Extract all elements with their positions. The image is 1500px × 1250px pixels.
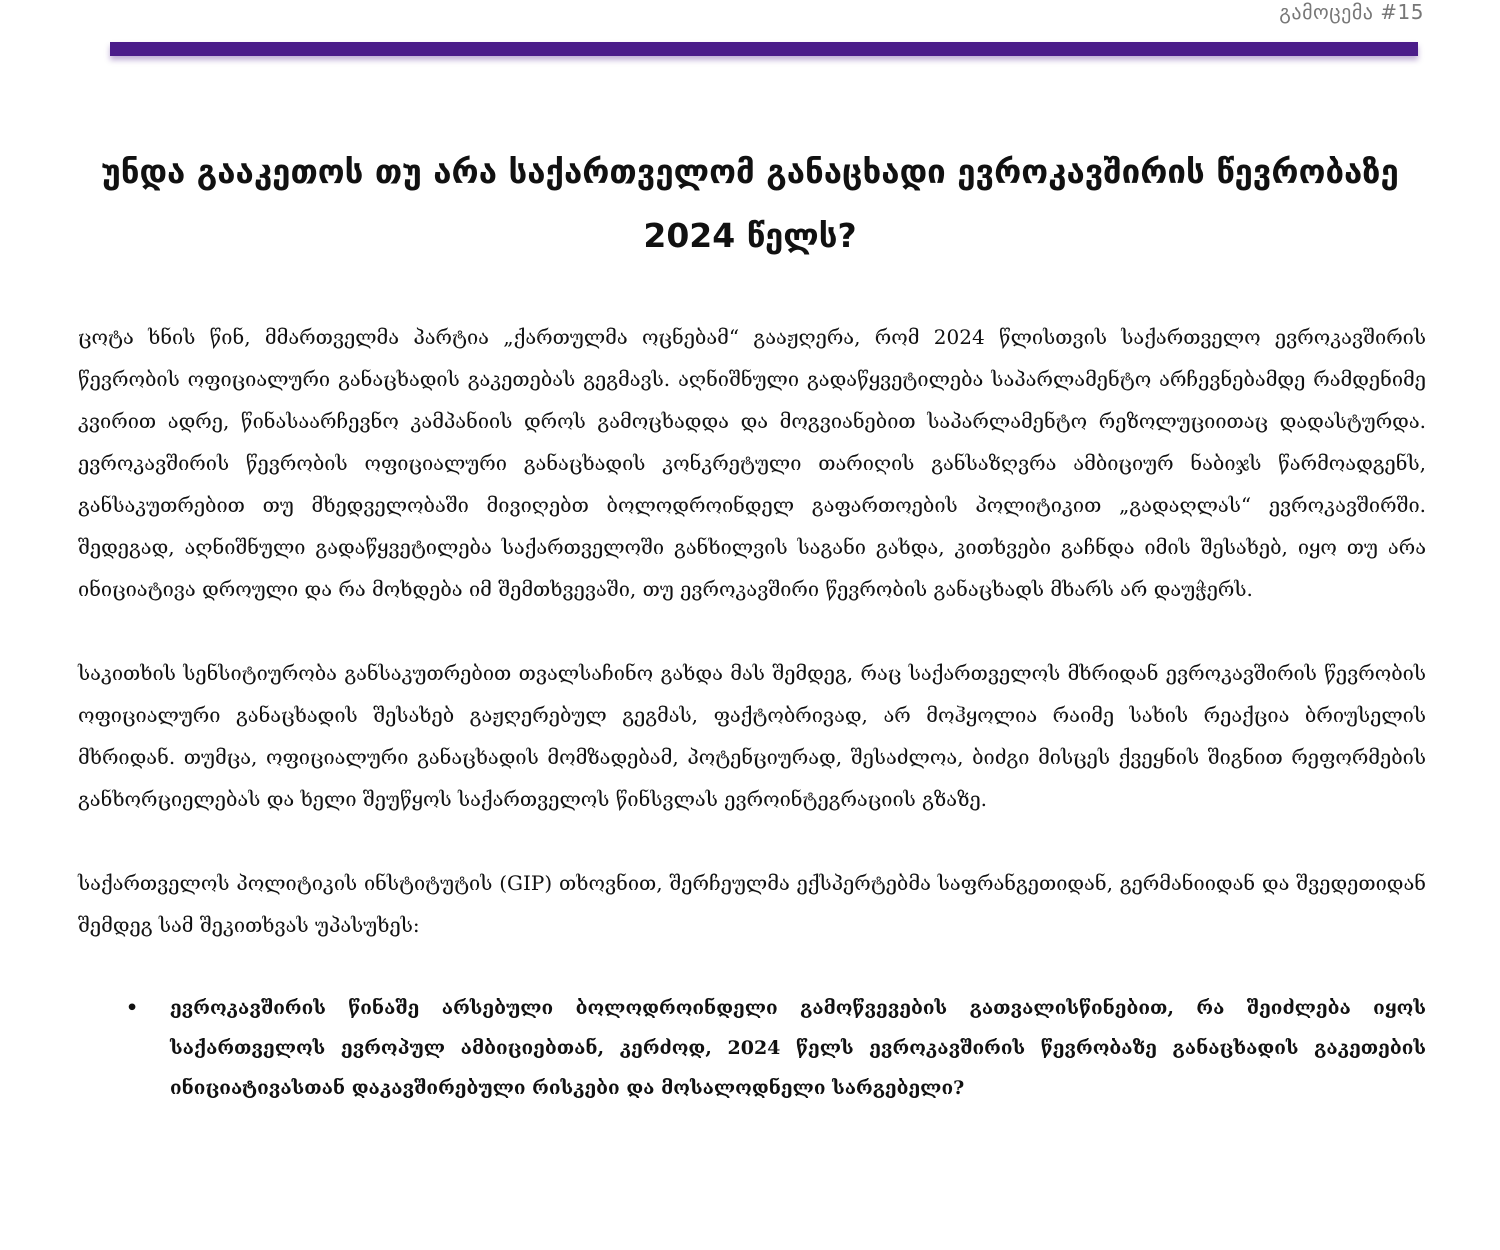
document-body (78, 316, 1426, 1108)
paragraph-sensitivity: საკითხის სენსიტიურობა განსაკუთრებით თვალსაჩინო გახდა მას შემდეგ, რაც საქართველოს მხრიდან ევროკავშირის წევრობის ოფიციალური განაცხადის შესახებ გაჟღერებულ გეგმას, ფაქტობრივად, არ მოჰყოლია რაიმე სახის რეაქცია ბრიუსელის მხრიდან. თუმცა, ოფიციალური განაცხადის მომზადებამ, პოტენციურად, შესაძლოა, ბიძგი მისცეს ქვეყნის შიგნით რეფორმების განხორციელებას და ხელი შეუწყოს საქართველოს წინსვლას ევროინტეგრაციის გზაზე. (78, 661, 1426, 811)
document-title: უნდა გააკეთოს თუ არა საქართველომ განაცხადი ევროკავშირის წევრობაზე 2024 წელს? (101, 152, 1399, 255)
header-divider (110, 42, 1418, 56)
question-item (126, 988, 1426, 1108)
bullet-icon: • (126, 997, 139, 1019)
issue-number: გამოცემა #15 (1279, 0, 1424, 24)
paragraph-experts: საქართველოს პოლიტიკის ინსტიტუტის (GIP) თხოვნით, შერჩეულმა ექსპერტებმა საფრანგეთიდან, გერმანიიდან და შვედეთიდან შემდეგ სამ შეკითხვას უპასუხეს: (78, 871, 1426, 937)
questions-list (78, 988, 1426, 1108)
paragraph-intro: ცოტა ხნის წინ, მმართველმა პარტია „ქართულმა ოცნებამ“ გააჟღერა, რომ 2024 წლისთვის საქართველო ევროკავშირის წევრობის ოფიციალური განაცხადის გაკეთებას გეგმავს. აღნიშნული გადაწყვეტილება საპარლამენტო არჩევნებამდე რამდენიმე კვირით ადრე, წინასაარჩევნო კამპანიის დროს გამოცხადდა და მოგვიანებით საპარლამენტო რეზოლუციითაც დადასტურდა. ევროკავშირის წევრობის ოფიციალური განაცხადის კონკრეტული თარიღის განსაზღვრა ამბიციურ ნაბიჯს წარმოადგენს, განსაკუთრებით თუ მხედველობაში მივიღებთ ბოლოდროინდელ გაფართოების პოლიტიკით „გადაღლას“ ევროკავშირში. შედეგად, აღნიშნული გადაწყვეტილება საქართველოში განხილვის საგანი გახდა, კითხვები გაჩნდა იმის შესახებ, იყო თუ არა ინიციატივა დროული და რა მოხდება იმ შემთხვევაში, თუ ევროკავშირი წევრობის განაცხადს მხარს არ დაუჭერს. (78, 325, 1426, 601)
question-text: ევროკავშირის წინაშე არსებული ბოლოდროინდელი გამოწვევების გათვალისწინებით, რა შეიძლება იყოს საქართველოს ევროპულ ამბიციებთან, კერძოდ, 2024 წელს ევროკავშირის წევრობაზე განაცხადის გაკეთების ინიციატივასთან დაკავშირებული რისკები და მოსალოდნელი სარგებელი? (170, 997, 1426, 1099)
